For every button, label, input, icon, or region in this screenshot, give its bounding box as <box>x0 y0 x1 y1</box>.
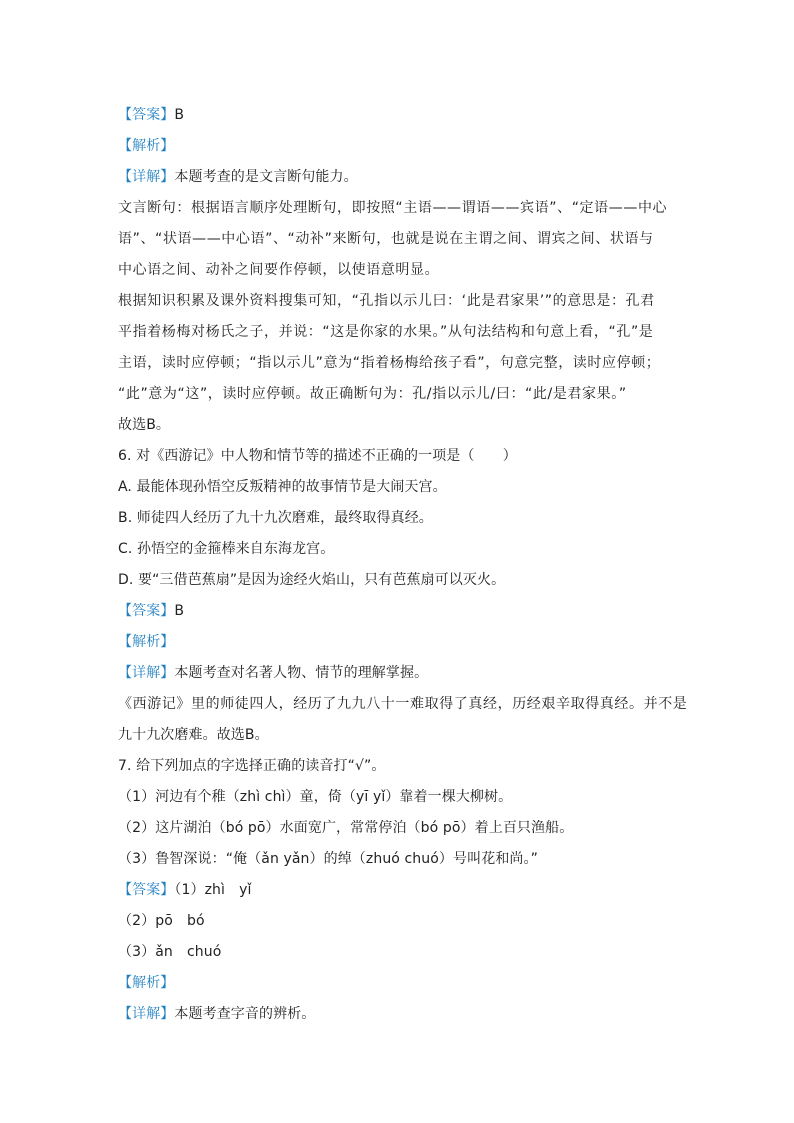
q7-item-1: （1）河边有个稚（zhì chì）童，倚（yī yǐ）靠着一棵大柳树。 <box>118 789 513 805</box>
q7-answer-line <box>118 875 684 906</box>
q5-para2-line: 故选B。 <box>118 417 171 433</box>
q5-para2-line: 根据知识积累及课外资料搜集可知，“孔指以示儿曰：‘此是君家果’”的意思是：孔君 <box>118 293 655 309</box>
answer-value: （1）zhì yǐ <box>174 882 252 898</box>
answer-value: B <box>174 603 185 619</box>
q7-analysis-tag: 【解析】 <box>118 975 175 991</box>
q6-option-d: D. 要“三借芭蕉扇”是因为途经火焰山，只有芭蕉扇可以灭火。 <box>118 572 506 588</box>
q6-option-c: C. 孙悟空的金箍棒来自东海龙宫。 <box>118 541 335 557</box>
answer-value: B <box>174 107 185 123</box>
q5-para2-line: “此”意为“这”，读时应停顿。故正确断句为：孔/指以示儿/曰：“此/是君家果。” <box>118 386 627 402</box>
q6-option-a: A. 最能体现孙悟空反叛精神的故事情节是大闹天宫。 <box>118 479 447 495</box>
answer-tag: 【答案】 <box>118 107 175 123</box>
detail-text: 本题考查字音的辨析。 <box>174 1006 316 1022</box>
answer-tag: 【答案】 <box>118 882 175 898</box>
q7-answer-line: （2）pō bó <box>118 913 205 929</box>
q5-para2-line: 平指着杨梅对杨氏之子，并说：“这是你家的水果。”从句法结构和句意上看，“孔”是 <box>118 324 654 340</box>
detail-tag: 【详解】 <box>118 169 175 185</box>
q7-detail-line <box>118 999 684 1030</box>
q5-para1-line: 文言断句：根据语言顺序处理断句，即按照“主语——谓语——宾语”、“定语——中心 <box>118 200 668 216</box>
detail-text: 本题考查对名著人物、情节的理解掌握。 <box>174 665 429 681</box>
q7-answer-line: （3）ǎn chuó <box>118 944 222 960</box>
q6-analysis-tag: 【解析】 <box>118 634 175 650</box>
q6-detail-line <box>118 658 684 689</box>
q6-para-line: 《西游记》里的师徒四人，经历了九九八十一难取得了真经，历经艰辛取得真经。并不是 <box>118 696 688 712</box>
q7-question: 7. 给下列加点的字选择正确的读音打“√”。 <box>118 758 386 774</box>
detail-text: 本题考查的是文言断句能力。 <box>174 169 358 185</box>
q6-answer-line <box>118 596 684 627</box>
detail-tag: 【详解】 <box>118 1006 175 1022</box>
q5-para1-line: 中心语之间、动补之间要作停顿，以使语意明显。 <box>118 262 440 278</box>
q7-item-3: （3）鲁智深说：“俺（ǎn yǎn）的绰（zhuó chuó）号叫花和尚。” <box>118 851 538 867</box>
detail-tag: 【详解】 <box>118 665 175 681</box>
answer-tag: 【答案】 <box>118 603 175 619</box>
q6-para-line: 九十九次磨难。故选B。 <box>118 727 269 743</box>
q6-question: 6. 对《西游记》中人物和情节等的描述不正确的一项是（ ） <box>118 448 517 464</box>
q5-para2-line: 主语，读时应停顿；“指以示儿”意为“指着杨梅给孩子看”，句意完整，读时应停顿； <box>118 355 661 371</box>
q5-para1-line: 语”、“状语——中心语”、“动补”来断句，也就是说在主谓之间、谓宾之间、状语与 <box>118 231 654 247</box>
q5-analysis-tag: 【解析】 <box>118 138 175 154</box>
q6-option-b: B. 师徒四人经历了九十九次磨难，最终取得真经。 <box>118 510 433 526</box>
q5-detail-line <box>118 162 684 193</box>
q7-item-2: （2）这片湖泊（bó pō）水面宽广，常常停泊（bó pō）着上百只渔船。 <box>118 820 574 836</box>
q5-answer-line <box>118 100 684 131</box>
